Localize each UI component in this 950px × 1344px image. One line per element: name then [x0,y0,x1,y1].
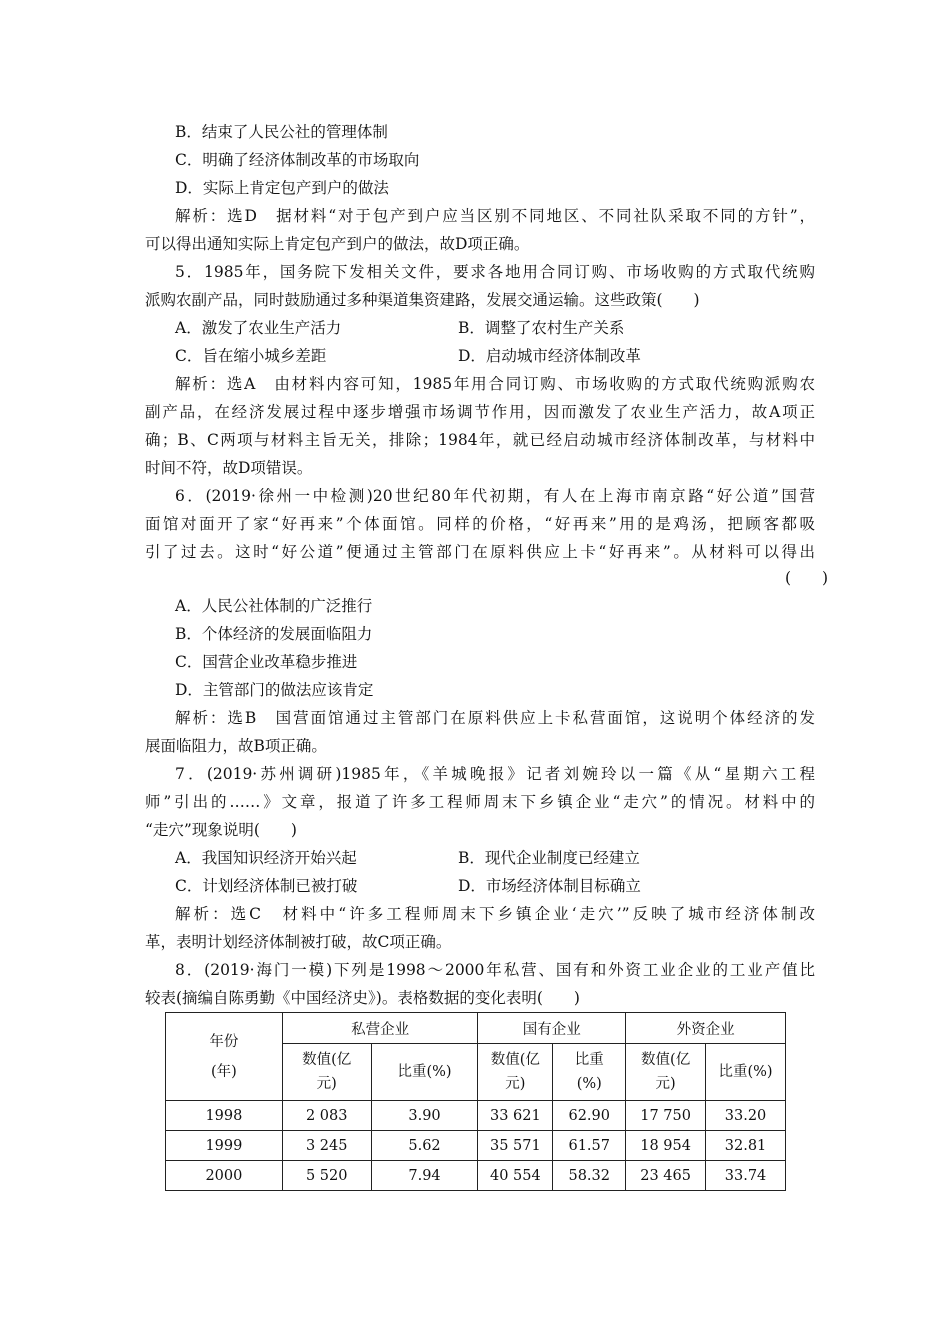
ratio-header-line-1: 比重 [574,1052,604,1068]
table-row [166,1131,786,1161]
private-value-cell: 3 245 [282,1131,371,1161]
q4-option-b: B．结束了人民公社的管理体制 [175,123,388,141]
value-header-line-1: 数值(亿 [302,1052,352,1068]
value-header-line-2: 元) [505,1076,526,1092]
q5-stem-line-2: 派购农副产品，同时鼓励通过多种渠道集资建路，发展交通运输。这些政策( ) [145,291,700,309]
q7-option-b: B．现代企业制度已经建立 [458,849,640,867]
q7-option-c: C．计划经济体制已被打破 [175,877,358,895]
q4-answer-line-1: 解析：选D 据材料“对于包产到户应当区别不同地区、不同社队采取不同的方针”， [175,207,815,225]
q6-answer-line-2: 展面临阻力，故B项正确。 [145,737,327,755]
q5-answer-line-1: 解析：选A 由材料内容可知，1985年用合同订购、市场收购的方式取代统购派购农 [175,375,815,393]
q5-stem-line-1: 5．1985年，国务院下发相关文件，要求各地用合同订购、市场收购的方式取代统购 [175,263,815,281]
private-ratio-cell: 3.90 [371,1101,478,1131]
q6-option-a: A．人民公社体制的广泛推行 [175,597,373,615]
q7-answer-line-2: 革，表明计划经济体制被打破，故C项正确。 [145,933,452,951]
q6-option-b: B．个体经济的发展面临阻力 [175,625,373,643]
foreign-value-cell: 18 954 [626,1131,706,1161]
industrial-output-table [165,1012,786,1191]
year-cell: 1998 [166,1101,283,1131]
q7-option-a: A．我国知识经济开始兴起 [175,849,357,867]
value-header-line-1: 数值(亿 [490,1052,540,1068]
state-ratio-cell: 61.57 [553,1131,626,1161]
q5-answer-line-3: 确；B、C两项与材料主旨无关，排除；1984年，就已经启动城市经济体制改革，与材料中 [145,431,815,449]
foreign-enterprise-header: 外资企业 [626,1013,786,1044]
foreign-value-cell: 17 750 [626,1101,706,1131]
table-row [166,1161,786,1191]
year-header-unit: (年) [210,1063,237,1080]
foreign-ratio-cell: 32.81 [706,1131,786,1161]
state-value-header [478,1044,553,1101]
q4-answer-line-2: 可以得出通知实际上肯定包产到户的做法，故D项正确。 [145,235,530,253]
q6-stem-line-3: 引了过去。这时“好公道”便通过主管部门在原料供应上卡“好再来”。从材料可以得出 [145,543,815,561]
q4-option-d: D．实际上肯定包产到户的做法 [175,179,389,197]
year-cell: 2000 [166,1161,283,1191]
private-enterprise-header: 私营企业 [282,1013,478,1044]
year-header-label: 年份 [209,1033,239,1050]
state-enterprise-header: 国有企业 [478,1013,626,1044]
q4-option-c: C．明确了经济体制改革的市场取向 [175,151,420,169]
q5-option-b: B．调整了农村生产关系 [458,319,625,337]
q7-stem-line-2: 师”引出的……》文章，报道了许多工程师周末下乡镇企业“走穴”的情况。材料中的 [145,793,815,811]
state-ratio-cell: 62.90 [553,1101,626,1131]
value-header-line-1: 数值(亿 [641,1052,691,1068]
state-value-cell: 33 621 [478,1101,553,1131]
year-cell: 1999 [166,1131,283,1161]
q5-option-c: C．旨在缩小城乡差距 [175,347,327,365]
q5-option-d: D．启动城市经济体制改革 [458,347,641,365]
foreign-ratio-header: 比重(%) [706,1044,786,1101]
q6-answer-line-1: 解析：选B 国营面馆通过主管部门在原料供应上卡私营面馆，这说明个体经济的发 [175,709,815,727]
year-header [166,1013,283,1101]
q6-option-d: D．主管部门的做法应该肯定 [175,681,374,699]
private-value-cell: 5 520 [282,1161,371,1191]
q7-answer-line-1: 解析：选C 材料中“许多工程师周末下乡镇企业‘走穴’”反映了城市经济体制改 [175,905,815,923]
foreign-value-cell: 23 465 [626,1161,706,1191]
private-ratio-cell: 7.94 [371,1161,478,1191]
private-ratio-cell: 5.62 [371,1131,478,1161]
private-value-cell: 2 083 [282,1101,371,1131]
value-header-line-2: 元) [316,1076,337,1092]
state-value-cell: 40 554 [478,1161,553,1191]
private-value-header [282,1044,371,1101]
ratio-header-line-2: (%) [576,1076,602,1092]
private-ratio-header: 比重(%) [371,1044,478,1101]
q6-answer-parentheses: ( ) [785,569,829,587]
table-row [166,1101,786,1131]
q8-stem-line-1: 8．(2019·海门一模)下列是1998～2000年私营、国有和外资工业企业的工业产值比 [175,961,815,979]
value-header-line-2: 元) [655,1076,676,1092]
q5-answer-line-4: 时间不符，故D项错误。 [145,459,313,477]
q5-option-a: A．激发了农业生产活力 [175,319,342,337]
q8-stem-line-2: 较表(摘编自陈勇勤《中国经济史》)。表格数据的变化表明( ) [145,989,580,1007]
q6-stem-line-1: 6．(2019·徐州一中检测)20世纪80年代初期，有人在上海市南京路“好公道”国营 [175,487,815,505]
state-value-cell: 35 571 [478,1131,553,1161]
q6-stem-line-2: 面馆对面开了家“好再来”个体面馆。同样的价格，“好再来”用的是鸡汤，把顾客都吸 [145,515,815,533]
q6-option-c: C．国营企业改革稳步推进 [175,653,358,671]
q7-stem-line-1: 7．(2019·苏州调研)1985年，《羊城晚报》记者刘婉玲以一篇《从“星期六工程 [175,765,815,783]
foreign-ratio-cell: 33.20 [706,1101,786,1131]
q5-answer-line-2: 副产品，在经济发展过程中逐步增强市场调节作用，因而激发了农业生产活力，故A项正 [145,403,815,421]
q7-option-d: D．市场经济体制目标确立 [458,877,641,895]
q7-stem-line-3: “走穴”现象说明( ) [145,821,297,839]
state-ratio-header [553,1044,626,1101]
state-ratio-cell: 58.32 [553,1161,626,1191]
foreign-ratio-cell: 33.74 [706,1161,786,1191]
foreign-value-header [626,1044,706,1101]
